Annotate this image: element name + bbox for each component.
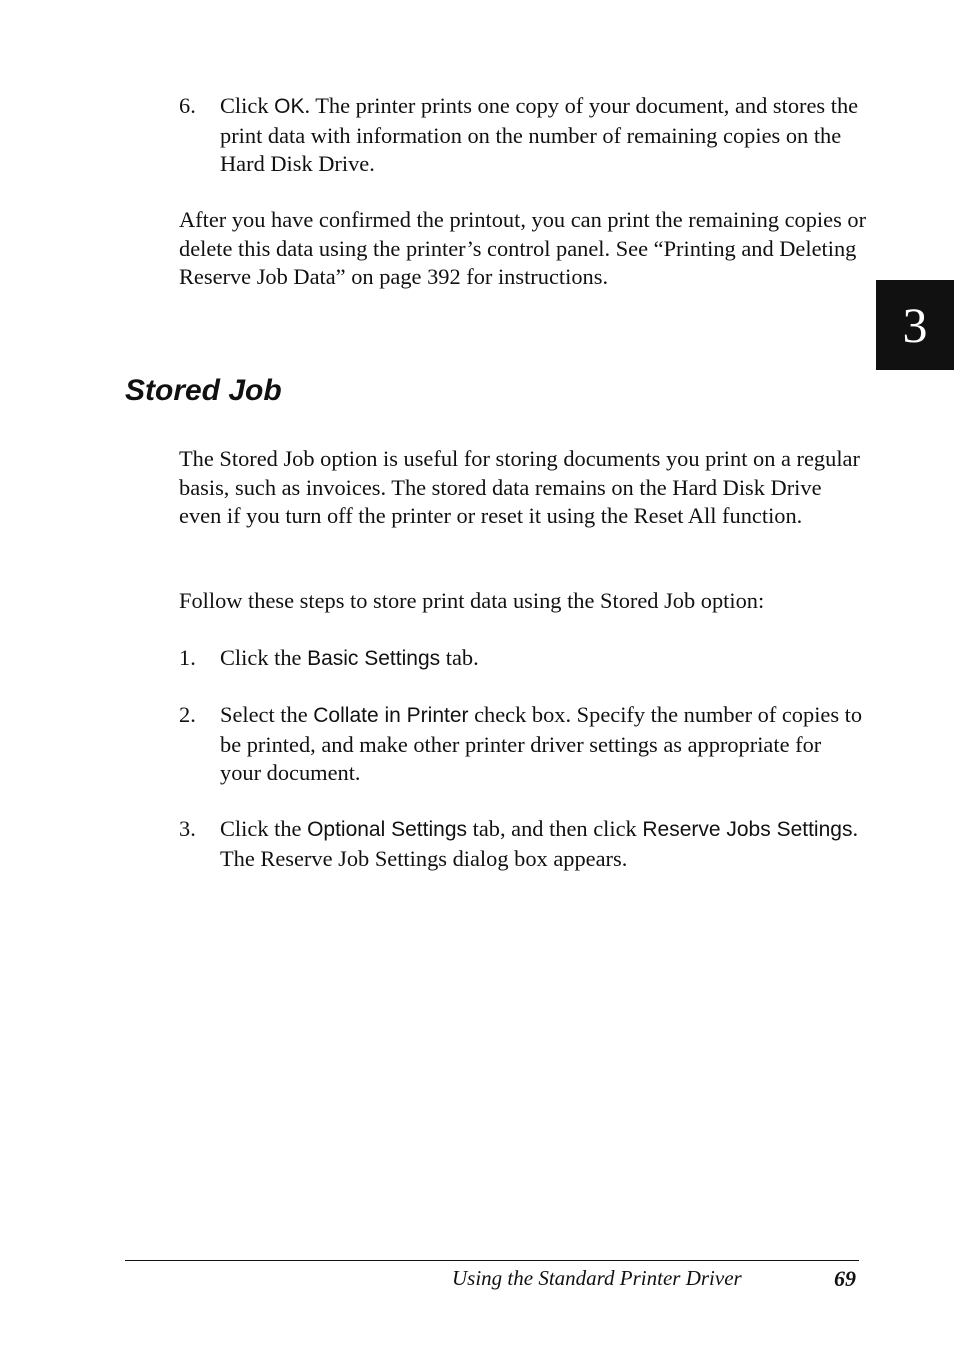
paragraph-intro: The Stored Job option is useful for storing documents you print on a regular basis, such as invoices. The stored data remains on the Hard Disk Drive even if you turn off the printer or reset it using the Reset All function. xyxy=(179,446,860,528)
ui-term: Reserve Jobs Settings xyxy=(642,818,853,841)
step-2 xyxy=(179,701,869,788)
step-text: Select the Collate in Printer check box. Specify the number of copies to be printed, and make other printer driver settings as appropriate for your document. xyxy=(220,702,863,785)
chapter-tab: 3 xyxy=(876,280,954,370)
step-6 xyxy=(179,92,869,179)
ui-term: Optional Settings xyxy=(307,818,467,841)
ui-term: Basic Settings xyxy=(307,647,441,670)
section-heading: Stored Job xyxy=(125,374,282,407)
footer-title: Using the Standard Printer Driver xyxy=(452,1266,742,1290)
step-1 xyxy=(179,644,869,674)
step-number: 3. xyxy=(179,816,196,841)
step-3 xyxy=(179,815,869,873)
footer-rule xyxy=(125,1260,859,1261)
step-text: Click OK. The printer prints one copy of your document, and stores the print data with information on the number of remaining copies on the Hard Disk Drive. xyxy=(220,93,859,176)
step-number: 2. xyxy=(179,702,196,727)
ui-term: Collate in Printer xyxy=(313,704,469,727)
page-number: 69 xyxy=(834,1266,856,1291)
paragraph-follow: Follow these steps to store print data using the Stored Job option: xyxy=(179,588,765,613)
step-number: 1. xyxy=(179,645,196,670)
step-text: Click the Optional Settings tab, and then click Reserve Jobs Settings. The Reserve Job Settings dialog box appears. xyxy=(220,816,859,871)
ui-term: OK xyxy=(274,95,305,118)
step-number: 6. xyxy=(179,93,196,118)
paragraph-after-confirm: After you have confirmed the printout, you can print the remaining copies or delete this data using the printer’s control panel. See “Printing and Deleting Reserve Job Data” on page 392 for instructions. xyxy=(179,207,867,289)
step-text: Click the Basic Settings tab. xyxy=(220,645,479,670)
